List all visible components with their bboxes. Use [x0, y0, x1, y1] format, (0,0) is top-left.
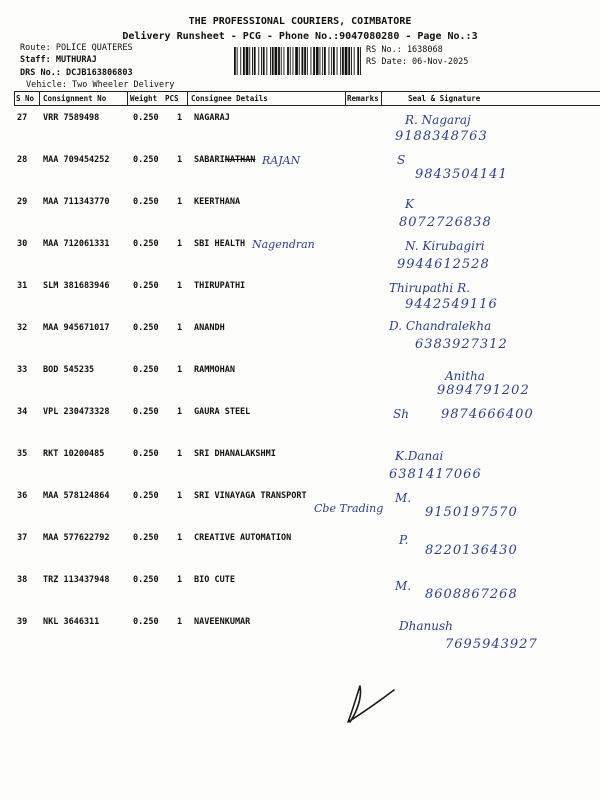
signature-phone: 8072726838 [399, 215, 492, 230]
row-consignee [194, 365, 235, 375]
signature [385, 356, 600, 402]
barcode-bar [351, 47, 352, 75]
signature [385, 188, 600, 234]
table-row [15, 272, 600, 314]
consignee-name: SBI HEALTH [194, 239, 246, 249]
signature-name: K.Danai [395, 449, 444, 463]
barcode-bar [266, 47, 267, 75]
barcode-bar [240, 47, 241, 75]
row-pcs: 1 [177, 533, 183, 543]
signature [385, 146, 600, 192]
signature-phone: 9188348763 [395, 129, 488, 144]
header-top-rule [14, 91, 600, 92]
row-weight: 0.250 [133, 239, 159, 249]
row-consignee [194, 239, 245, 249]
row-pcs: 1 [177, 323, 183, 333]
barcode-bar [311, 47, 312, 75]
barcode-bar [329, 47, 330, 75]
row-consignee [194, 491, 307, 501]
barcode-bar [307, 47, 308, 75]
row-sno: 36 [17, 491, 28, 501]
row-pcs: 1 [177, 365, 183, 375]
header-left-rule [14, 91, 15, 105]
row-consignee [194, 407, 250, 417]
row-consignment: VPL 230473328 [43, 407, 110, 417]
row-pcs: 1 [177, 407, 183, 417]
signature [385, 524, 600, 570]
row-sno: 29 [17, 197, 28, 207]
signature [385, 272, 600, 318]
signature-name: Sh [393, 407, 409, 421]
barcode-bar [360, 47, 361, 75]
barcode-bar [340, 47, 341, 75]
row-sno: 38 [17, 575, 28, 585]
col-pcs: PCS [165, 94, 179, 103]
row-weight: 0.250 [133, 197, 159, 207]
barcode-bar [304, 47, 306, 75]
row-consignee [194, 533, 291, 543]
table-row [15, 608, 600, 650]
barcode-bar [263, 47, 265, 75]
header-divider [187, 91, 188, 105]
consignee-name: KEERTHANA [194, 197, 241, 207]
row-weight: 0.250 [133, 449, 159, 459]
consignee-name: NAVEENKUMAR [194, 617, 251, 627]
signature-name: Dhanush [399, 619, 453, 633]
row-consignee [194, 323, 225, 333]
barcode-bar [299, 47, 300, 75]
row-pcs: 1 [177, 239, 183, 249]
handwritten-note-text: Nagendran [252, 238, 315, 251]
staff-label: Staff: MUTHURAJ [20, 55, 97, 65]
row-sno: 32 [17, 323, 28, 333]
barcode-bar [337, 47, 338, 75]
col-consignment: Consignment No [43, 94, 107, 103]
row-consignment: SLM 381683946 [43, 281, 110, 291]
barcode-bar [254, 47, 256, 75]
header-divider [127, 91, 128, 105]
row-consignee [194, 113, 230, 123]
rs-date: RS Date: 06-Nov-2025 [366, 57, 469, 67]
row-weight: 0.250 [133, 407, 159, 417]
signature [385, 230, 600, 276]
col-weight: Weight [130, 94, 158, 103]
table-row [15, 482, 600, 524]
row-consignment: MAA 711343770 [43, 197, 110, 207]
barcode-bar [270, 47, 271, 75]
header-divider [39, 91, 40, 105]
barcode-bar [302, 47, 304, 75]
supervisor-signature [338, 682, 398, 732]
barcode-bar [284, 47, 285, 75]
consignee-name: GAURA STEEL [194, 407, 251, 417]
consignee-name: ANANDH [194, 323, 225, 333]
row-pcs: 1 [177, 575, 183, 585]
barcode-bar [258, 47, 259, 75]
rs-number: RS No.: 1638068 [366, 45, 443, 55]
row-consignment: MAA 712061331 [43, 239, 110, 249]
header-divider [381, 91, 382, 105]
row-consignee [194, 281, 245, 291]
row-pcs: 1 [177, 449, 183, 459]
row-sno: 35 [17, 449, 28, 459]
row-weight: 0.250 [133, 365, 159, 375]
signature-phone: 8608867268 [425, 587, 518, 602]
barcode-bar [272, 47, 274, 75]
signature [385, 398, 600, 444]
row-consignment: MAA 578124864 [43, 491, 110, 501]
row-sno: 37 [17, 533, 28, 543]
handwritten-note [260, 148, 370, 170]
signature-name: Anitha [445, 369, 485, 383]
row-weight: 0.250 [133, 617, 159, 627]
row-weight: 0.250 [133, 281, 159, 291]
row-weight: 0.250 [133, 113, 159, 123]
row-consignment: MAA 945671017 [43, 323, 110, 333]
table-row [15, 188, 600, 230]
header-divider [345, 91, 346, 105]
col-signature: Seal & Signature [408, 94, 481, 103]
row-weight: 0.250 [133, 533, 159, 543]
barcode-bar [278, 47, 280, 75]
signature-phone: 9944612528 [397, 257, 490, 272]
row-consignment: TRZ 113437948 [43, 575, 110, 585]
barcode-bar [342, 47, 344, 75]
row-sno: 39 [17, 617, 28, 627]
consignee-name: SABARI [194, 155, 225, 165]
barcode-bar [237, 47, 238, 75]
barcode-bar [234, 47, 236, 75]
col-sno: S No [16, 94, 35, 103]
signature-name: Thirupathi R. [389, 281, 470, 295]
row-consignee [194, 155, 255, 165]
signature-phone: 9150197570 [425, 505, 518, 520]
consignee-struck-text: NATHAN [224, 155, 256, 165]
barcode-bar [348, 47, 350, 75]
consignee-name: NAGARAJ [194, 113, 230, 123]
barcode-bar [331, 47, 332, 75]
handwritten-note-text: Cbe Trading [314, 502, 384, 515]
consignee-name: RAMMOHAN [194, 365, 235, 375]
consignee-name: BIO CUTE [194, 575, 235, 585]
col-consignee: Consignee Details [191, 94, 268, 103]
signature-name: N. Kirubagiri [405, 239, 485, 253]
signature-phone: 6383927312 [415, 337, 508, 352]
row-sno: 30 [17, 239, 28, 249]
signature-phone: 8220136430 [425, 543, 518, 558]
table-row [15, 398, 600, 440]
row-weight: 0.250 [133, 323, 159, 333]
row-sno: 27 [17, 113, 28, 123]
consignee-name: THIRUPATHI [194, 281, 246, 291]
runsheet-subtitle: Delivery Runsheet - PCG - Phone No.:9047080280 - Page No.:3 [122, 31, 478, 42]
table-row [15, 356, 600, 398]
barcode-bar [293, 47, 294, 75]
handwritten-note [312, 496, 422, 518]
barcode [233, 47, 363, 75]
company-title: THE PROFESSIONAL COURIERS, COIMBATORE [188, 16, 412, 27]
barcode-bar [281, 47, 282, 75]
row-sno: 31 [17, 281, 28, 291]
barcode-bar [252, 47, 253, 75]
vehicle-label: Vehicle: Two Wheeler Delivery [26, 80, 175, 90]
barcode-bar [243, 47, 245, 75]
table-row [15, 440, 600, 482]
signature-phone: 9843504141 [415, 167, 508, 182]
barcode-bar [313, 47, 315, 75]
barcode-bar [357, 47, 359, 75]
handwritten-note-text: RAJAN [262, 154, 301, 167]
barcode-bar [320, 47, 321, 75]
route-label: Route: POLICE QUATERES [20, 43, 133, 53]
barcode-bar [287, 47, 289, 75]
row-pcs: 1 [177, 197, 183, 207]
row-consignee [194, 575, 235, 585]
signature-name: R. Nagaraj [405, 113, 471, 127]
row-consignment: RKT 10200485 [43, 449, 105, 459]
row-consignment: BOD 545235 [43, 365, 95, 375]
row-pcs: 1 [177, 281, 183, 291]
signature-name: M. [395, 579, 412, 593]
row-consignee [194, 617, 250, 627]
barcode-bar [290, 47, 291, 75]
signature-name: D. Chandralekha [389, 319, 492, 333]
table-row [15, 524, 600, 566]
consignee-name: SRI DHANALAKSHMI [194, 449, 276, 459]
barcode-bar [324, 47, 326, 75]
barcode-bar [354, 47, 355, 75]
table-row [15, 230, 600, 272]
signature-name: P. [399, 533, 409, 547]
row-consignment: MAA 577622792 [43, 533, 110, 543]
row-consignee [194, 449, 276, 459]
signature [385, 608, 600, 654]
barcode-bar [275, 47, 278, 75]
table-row [15, 314, 600, 356]
signature [385, 482, 600, 528]
col-remarks: Remarks [347, 94, 379, 103]
consignee-name: SRI VINAYAGA TRANSPORT [194, 491, 307, 501]
consignee-name: CREATIVE AUTOMATION [194, 533, 292, 543]
barcode-bar [249, 47, 250, 75]
barcode-bar [295, 47, 298, 75]
table-row [15, 566, 600, 608]
barcode-bar [316, 47, 319, 75]
barcode-bar [333, 47, 335, 75]
barcode-bar [345, 47, 348, 75]
signature-name: S [397, 153, 406, 167]
signature-phone: 9874666400 [441, 407, 534, 422]
row-pcs: 1 [177, 491, 183, 501]
row-pcs: 1 [177, 155, 183, 165]
row-sno: 33 [17, 365, 28, 375]
row-weight: 0.250 [133, 491, 159, 501]
signature [385, 566, 600, 612]
row-consignment: MAA 709454252 [43, 155, 110, 165]
signature-phone: 9442549116 [405, 297, 498, 312]
row-weight: 0.250 [133, 155, 159, 165]
signature-phone: 6381417066 [389, 467, 482, 482]
handwritten-note [250, 232, 360, 254]
table-row [15, 146, 600, 188]
row-pcs: 1 [177, 617, 183, 627]
row-consignee [194, 197, 240, 207]
table-row [15, 104, 600, 146]
signature-phone: 7695943927 [445, 637, 538, 652]
barcode-bar [322, 47, 323, 75]
signature [385, 314, 600, 360]
row-sno: 28 [17, 155, 28, 165]
barcode-bar [261, 47, 262, 75]
row-weight: 0.250 [133, 575, 159, 585]
row-pcs: 1 [177, 113, 183, 123]
row-consignment: VRR 7589498 [43, 113, 100, 123]
signature [385, 104, 600, 150]
row-consignment: NKL 3646311 [43, 617, 100, 627]
signature-phone: 9894791202 [437, 383, 530, 398]
row-sno: 34 [17, 407, 28, 417]
signature-name: K [405, 197, 414, 211]
barcode-bar [246, 47, 249, 75]
drs-number: DRS No.: DCJB163806803 [20, 68, 133, 78]
signature [385, 440, 600, 486]
signature-name: M. [395, 491, 412, 505]
